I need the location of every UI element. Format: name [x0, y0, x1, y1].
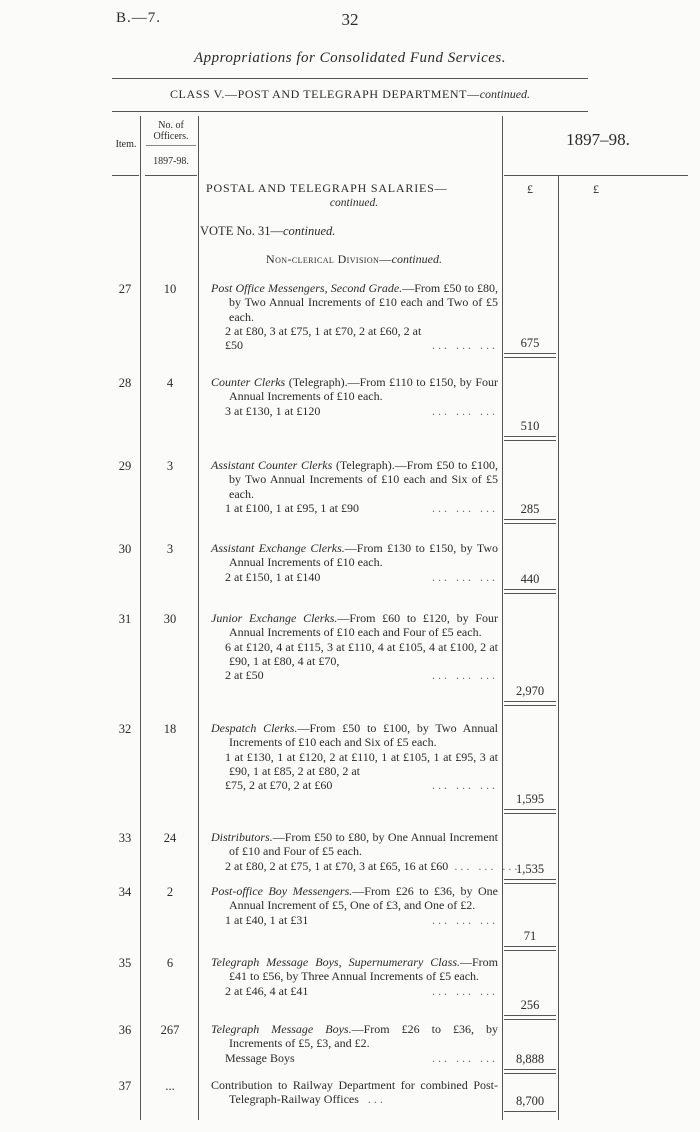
salary-breakdown-final-line [211, 1051, 498, 1065]
leader-dots: ... ... ... [432, 912, 498, 927]
amount-double-underline [504, 705, 556, 706]
item-description-text [211, 611, 498, 640]
amount-double-underline [504, 1073, 556, 1074]
item-description [211, 541, 498, 584]
item-number: 31 [118, 612, 132, 626]
page-number: 32 [341, 10, 359, 29]
salary-breakdown-final-line [211, 778, 498, 792]
item-terms: —From £130 to £150, by Two Annual Increments of £10 each. [229, 541, 498, 570]
amount-double-underline [504, 440, 556, 441]
amount-underline [504, 436, 556, 437]
salary-breakdown-text: 2 at £46, 4 at £41 [225, 983, 309, 998]
item-description-text [211, 541, 498, 570]
item-title: Counter Clerks [211, 375, 286, 389]
salary-breakdown-text: 2 at £80, 2 at £75, 1 at £70, 3 at £65, 16 at £60 [225, 858, 449, 873]
column-divider-description [502, 116, 503, 1120]
item-terms: —From £60 to £120, by Four Annual Increments of £10 each and Four of £5 each. [229, 611, 498, 640]
amount-underline [504, 519, 556, 520]
item-number: 37 [118, 1079, 132, 1093]
item-terms: —From £41 to £56, by Three Annual Increments of £5 each. [229, 955, 498, 984]
subtitle-rule [112, 111, 588, 112]
amount-underline [504, 1111, 556, 1112]
item-number: 34 [118, 885, 132, 899]
item-amount: 1,535 [515, 862, 545, 876]
item-amount: 8,888 [515, 1052, 545, 1066]
item-title: Post-office Boy Messengers. [211, 884, 353, 898]
division-continued: continued. [391, 252, 442, 266]
item-title: Telegraph Message Boys, Supernumerary Class. [211, 955, 460, 969]
item-amount: 2,970 [515, 684, 545, 698]
item-description [211, 884, 498, 927]
item-number: 27 [118, 282, 132, 296]
leader-dots: ... ... ... [432, 668, 498, 683]
vote-continued: continued. [282, 224, 336, 238]
item-description-text [211, 375, 498, 404]
item-column-header: Item. [115, 139, 137, 150]
officer-count: 10 [163, 282, 177, 296]
item-number: 36 [118, 1023, 132, 1037]
item-description-text [211, 1022, 498, 1051]
leader-dots: ... ... ... [432, 403, 498, 418]
page-title: Appropriations for Consolidated Fund Services. [193, 50, 506, 66]
officer-count: 30 [163, 612, 177, 626]
salary-breakdown-text: 2 at £50 [225, 668, 264, 683]
pound-sign-col2: £ [593, 182, 599, 196]
item-amount: 510 [520, 419, 540, 433]
document-code: B.—7. [116, 10, 162, 26]
salary-breakdown-text: 1 at £100, 1 at £95, 1 at £90 [225, 500, 359, 515]
item-description [211, 611, 498, 682]
class-subtitle-main: CLASS V.—POST AND TELEGRAPH DEPARTMENT— [169, 87, 480, 101]
officer-count: 3 [166, 542, 174, 556]
item-number: 28 [118, 376, 132, 390]
item-description [211, 375, 498, 418]
amount-underline [504, 701, 556, 702]
item-title: Assistant Counter Clerks [211, 458, 333, 472]
item-description-text [211, 884, 498, 913]
salary-breakdown: 1 at £130, 1 at £120, 2 at £110, 1 at £105, 1 at £95, 3 at £90, 1 at £85, 2 at £80, 2 at [225, 749, 498, 778]
item-amount: 675 [520, 336, 540, 350]
pound-sign-col1: £ [527, 182, 533, 196]
leader-dots: ... ... ... [432, 983, 498, 998]
salary-breakdown-final-line [211, 668, 498, 682]
salary-breakdown-text: £75, 2 at £70, 2 at £60 [225, 778, 333, 793]
salary-breakdown-final-line [211, 913, 498, 927]
item-description [211, 458, 498, 515]
officer-count: 3 [166, 459, 174, 473]
item-number: 30 [118, 542, 132, 556]
officers-year-header: 1897-98. [153, 156, 189, 167]
item-header-bottom-rule [112, 175, 139, 176]
item-description-text [211, 955, 498, 984]
item-description-text [211, 1078, 498, 1107]
amount-double-underline [504, 357, 556, 358]
officer-count: 4 [166, 376, 174, 390]
item-title: Distributors. [211, 830, 273, 844]
salary-breakdown-final-line [211, 858, 521, 873]
item-terms: —From £50 to £80, by One Annual Increment of £10 and Four of £5 each. [229, 830, 498, 859]
item-terms: —From £50 to £80, by Two Annual Increments of £10 each and Two of £5 each. [229, 281, 498, 324]
item-terms: —From £26 to £36, by Increments of £5, £3, and £2. [229, 1022, 499, 1051]
officers-header-line2: Officers. [153, 131, 189, 142]
item-title: Assistant Exchange Clerks. [211, 541, 345, 555]
officers-header-rule [146, 145, 196, 146]
title-rule [112, 78, 588, 79]
amount-underline [504, 1069, 556, 1070]
column-divider-amount [558, 176, 559, 1120]
item-description [211, 955, 498, 998]
salary-breakdown: 6 at £120, 4 at £115, 3 at £110, 4 at £105, 4 at £100, 2 at £90, 1 at £80, 4 at £70, [225, 639, 498, 668]
vote-heading [200, 224, 335, 239]
officer-count: ... [165, 1079, 175, 1093]
amount-double-underline [504, 523, 556, 524]
amount-underline [504, 1015, 556, 1016]
salary-breakdown-text: Message Boys [225, 1050, 295, 1065]
officers-header-bottom-rule [145, 175, 197, 176]
officer-count: 18 [163, 722, 177, 736]
item-description-text [211, 721, 498, 750]
amount-underline [504, 353, 556, 354]
amount-double-underline [504, 950, 556, 951]
amount-underline [504, 589, 556, 590]
item-terms: (Telegraph).—From £50 to £100, by Two Annual Increments of £10 each and Six of £5 each. [229, 458, 498, 501]
division-heading [206, 252, 502, 267]
item-title: Telegraph Message Boys. [211, 1022, 352, 1036]
leader-dots: ... [367, 1092, 386, 1107]
class-subtitle-continued: continued. [479, 87, 531, 101]
vote-label: VOTE No. 31— [200, 224, 283, 238]
officers-column-header [143, 120, 199, 142]
amount-underline [504, 809, 556, 810]
item-description [211, 1078, 498, 1107]
salary-breakdown-text: 2 at £150, 1 at £140 [225, 569, 321, 584]
item-amount: 440 [520, 572, 540, 586]
item-number: 29 [118, 459, 132, 473]
leader-dots: ... ... ... [432, 1050, 498, 1065]
amount-double-underline [504, 813, 556, 814]
officer-count: 2 [166, 885, 174, 899]
item-description-text [211, 281, 498, 324]
division-label: Non-clerical Division— [266, 252, 392, 266]
item-terms: —From £50 to £100, by Two Annual Increments of £10 each and Six of £5 each. [229, 721, 499, 750]
salary-breakdown-final-line [211, 338, 498, 352]
item-number: 35 [118, 956, 132, 970]
year-header-bottom-rule [504, 175, 688, 176]
salary-breakdown-text: 1 at £40, 1 at £31 [225, 912, 309, 927]
amount-underline [504, 879, 556, 880]
item-terms: Contribution to Railway Department for combined Post-Telegraph-Railway Offices [211, 1078, 498, 1107]
salary-breakdown-text: 3 at £130, 1 at £120 [225, 403, 321, 418]
leader-dots: ... ... ... [432, 500, 498, 515]
item-amount: 1,595 [515, 792, 545, 806]
item-description [211, 281, 498, 352]
salary-breakdown-final-line [211, 404, 498, 418]
amount-underline [504, 946, 556, 947]
column-divider-officers [198, 116, 199, 1120]
leader-dots: ... ... ... [432, 778, 498, 793]
salary-breakdown-final-line [211, 501, 498, 515]
item-title: Post Office Messengers, Second Grade. [211, 281, 403, 295]
leader-dots: ... ... ... [432, 338, 498, 353]
item-amount: 8,700 [515, 1094, 545, 1108]
item-number: 32 [118, 722, 132, 736]
salary-breakdown-text: £50 [225, 338, 243, 353]
column-divider-item [140, 116, 141, 1120]
item-description-text [211, 830, 498, 859]
officer-count: 24 [163, 831, 177, 845]
item-description [211, 830, 521, 873]
officers-header-line1: No. of [158, 120, 184, 131]
year-column-header: 1897–98. [566, 130, 630, 149]
officer-count: 6 [166, 956, 174, 970]
item-title: Junior Exchange Clerks. [211, 611, 338, 625]
amount-double-underline [504, 593, 556, 594]
item-amount: 285 [520, 502, 540, 516]
class-subtitle [0, 87, 700, 102]
item-terms: (Telegraph).—From £110 to £150, by Four Annual Increments of £10 each. [229, 375, 498, 404]
item-amount: 256 [520, 998, 540, 1012]
item-description [211, 721, 498, 792]
item-number: 33 [118, 831, 132, 845]
salary-breakdown-final-line [211, 984, 498, 998]
salary-breakdown-final-line [211, 570, 498, 584]
item-description-text [211, 458, 498, 501]
section-title: POSTAL AND TELEGRAPH SALARIES— [206, 181, 448, 195]
leader-dots: ... ... ... [454, 858, 521, 873]
item-description [211, 1022, 498, 1065]
salary-breakdown: 2 at £80, 3 at £75, 1 at £70, 2 at £60, 2 at [225, 323, 422, 338]
leader-dots: ... ... ... [432, 569, 498, 584]
section-continued: continued. [329, 197, 379, 209]
amount-double-underline [504, 1019, 556, 1020]
item-title: Despatch Clerks. [211, 721, 298, 735]
amount-double-underline [504, 883, 556, 884]
item-amount: 71 [523, 929, 537, 943]
officer-count: 267 [160, 1023, 180, 1037]
item-terms: —From £26 to £36, by One Annual Increment of £5, One of £3, and One of £2. [229, 884, 498, 913]
